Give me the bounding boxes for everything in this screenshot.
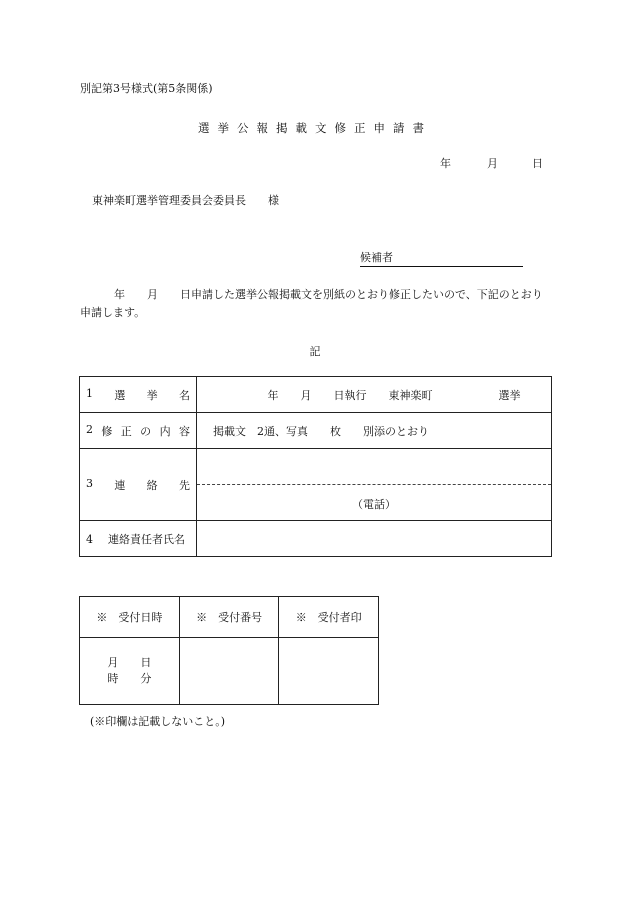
label-char: 修 <box>101 424 113 438</box>
label-char: 絡 <box>146 478 158 492</box>
dashed-divider <box>197 484 551 485</box>
contact-label <box>80 449 197 521</box>
receipt-stamp-header: ※ 受付者印 <box>279 597 379 638</box>
receipt-time-line: 時 分 <box>107 672 152 685</box>
date-day-label: 日 <box>532 157 543 170</box>
correction-text: 掲載文 2通、写真 枚 別添のとおり <box>213 424 429 438</box>
label-char: 容 <box>178 424 190 438</box>
receipt-date-line: 月 日 <box>107 656 152 669</box>
footnote: (※印欄は記載しないこと。) <box>90 715 226 728</box>
label-char: 挙 <box>146 388 158 402</box>
label-char: 選 <box>114 388 126 402</box>
table-row-election-name <box>80 377 552 413</box>
receipt-body-row <box>80 638 379 705</box>
label-char: 先 <box>178 478 190 492</box>
receipt-number-cell[interactable] <box>179 638 279 705</box>
label-char: の <box>140 424 152 438</box>
candidate-field[interactable]: 候補者 <box>360 249 523 267</box>
date-month-label: 月 <box>487 157 498 170</box>
correction-value[interactable] <box>197 413 552 449</box>
responsible-person-text: 連絡責任者氏名 <box>108 532 185 546</box>
document-title: 選挙公報掲載文修正申請書 <box>198 121 432 135</box>
label-char: 名 <box>178 388 190 402</box>
ki-heading: 記 <box>309 345 321 358</box>
receipt-table <box>79 596 379 705</box>
election-name-label <box>80 377 197 413</box>
body-text: 年 月 日申請した選挙公報掲載文を別紙のとおり修正したいので、下記のとおり申請します。 <box>80 288 543 319</box>
receipt-header-row <box>80 597 379 638</box>
election-name-value[interactable] <box>197 377 552 413</box>
table-row-correction <box>80 413 552 449</box>
date-line <box>440 155 543 171</box>
telephone-label: （電話） <box>352 498 396 511</box>
date-year-label: 年 <box>440 157 451 170</box>
label-char: 正 <box>120 424 132 438</box>
correction-label <box>80 413 197 449</box>
contact-value[interactable] <box>197 449 552 521</box>
responsible-person-value[interactable] <box>197 521 552 557</box>
form-reference: 別記第3号様式(第5条関係) <box>80 82 213 95</box>
row-number: 1 <box>86 386 93 400</box>
receipt-datetime-header: ※ 受付日時 <box>80 597 180 638</box>
row-number: 4 <box>86 532 93 546</box>
label-char: 連 <box>114 478 126 492</box>
receipt-stamp-cell[interactable] <box>279 638 379 705</box>
table-row-responsible-person <box>80 521 552 557</box>
application-table <box>79 376 552 557</box>
addressee: 東神楽町選挙管理委員会委員長 様 <box>92 194 279 207</box>
receipt-number-header: ※ 受付番号 <box>179 597 279 638</box>
label-char: 内 <box>159 424 171 438</box>
table-row-contact <box>80 449 552 521</box>
receipt-datetime-cell[interactable] <box>80 638 180 705</box>
election-name-text: 年 月 日執行 東神楽町 選挙 <box>267 388 521 402</box>
row-number: 2 <box>86 422 93 436</box>
responsible-person-label <box>80 521 197 557</box>
row-number: 3 <box>86 476 93 490</box>
